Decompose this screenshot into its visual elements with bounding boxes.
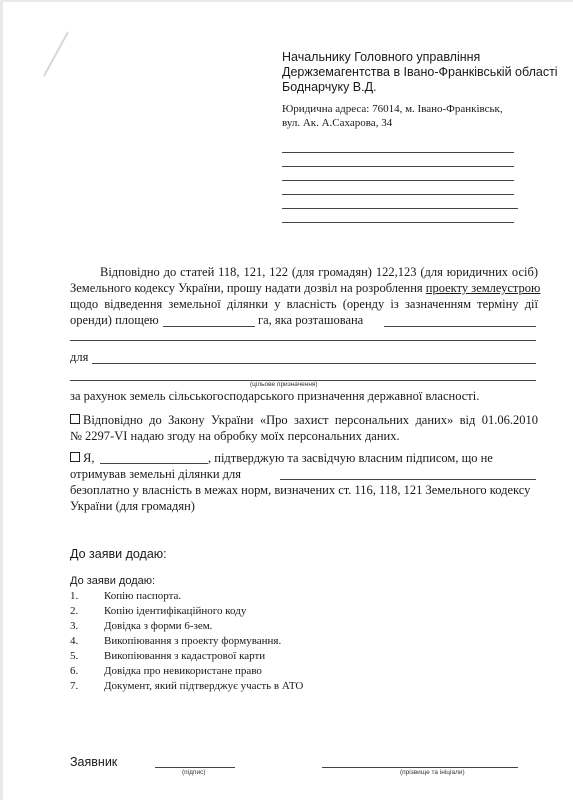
confirm-checkbox[interactable]: [70, 452, 80, 462]
attachments-title: До заяви додаю:: [70, 547, 167, 561]
request-text-line-3: щодо відведення земельної ділянки у власність (оренду із зазначенням терміну дії: [70, 297, 538, 311]
legal-address-line-2: вул. Ак. А.Сахарова, 34: [282, 117, 393, 129]
attachment-item: Викопіювання з проекту формування.: [104, 635, 282, 647]
confirm-text-line-3: безоплатно у власність в межах норм, визначених ст. 116, 118, 121 Земельного кодексу: [70, 483, 531, 497]
attachment-num: 1.: [70, 590, 79, 602]
applicant-line: [282, 180, 514, 181]
legal-address-line-1: Юридична адреса: 76014, м. Івано-Франківськ,: [282, 103, 503, 115]
signature-line: [155, 767, 235, 768]
purpose-blank: [92, 363, 536, 364]
attachment-num: 7.: [70, 680, 79, 692]
confirm-text-line-1-start: Я,: [83, 451, 95, 465]
purpose-label: для: [70, 350, 89, 364]
attachment-num: 4.: [70, 635, 79, 647]
name-caption: (прізвище та ініціали): [400, 769, 465, 776]
request-text-line-2-start: Земельного кодексу України, прошу надати дозвіл на розроблення: [70, 281, 426, 295]
scan-shadow-left: [0, 0, 3, 800]
addressee-line-1: Начальнику Головного управління: [282, 50, 481, 64]
signature-caption: (підпис): [182, 769, 206, 776]
confirm-text-line-2: отримував земельні ділянки для: [70, 467, 242, 481]
consent-text-line-2: № 2297-VI надаю згоду на обробку моїх персональних даних.: [70, 429, 400, 443]
addressee-line-2: Держземагентства в Івано-Франківській області: [282, 65, 558, 79]
addressee-line-3: Боднарчуку В.Д.: [282, 80, 377, 94]
applicant-line: [282, 194, 514, 195]
attachment-item: Копію паспорта.: [104, 590, 182, 602]
confirm-text-line-4: України (для громадян): [70, 499, 195, 513]
attachment-num: 3.: [70, 620, 79, 632]
area-blank: [163, 326, 255, 327]
attachment-item: Довідка з форми 6-зем.: [104, 620, 213, 632]
applicant-line: [282, 166, 514, 167]
request-text-line-1: Відповідно до статей 118, 121, 122 (для громадян) 122,123 (для юридичних осіб): [100, 265, 538, 279]
attachment-item: Викопіювання з кадастрової карти: [104, 650, 266, 662]
request-text-line-4b: га, яка розташована: [258, 313, 364, 327]
scan-fold-mark: [40, 30, 70, 80]
attachment-item: Копію ідентифікаційного коду: [104, 605, 247, 617]
applicant-line: [282, 222, 514, 223]
attachments-subtitle: До заяви додаю:: [70, 575, 156, 587]
consent-text-line-1: [70, 413, 538, 428]
purpose-blank-2: [280, 479, 536, 480]
request-text-line-4a: оренди) площею: [70, 313, 159, 327]
applicant-line: [282, 152, 514, 153]
attachment-num: 6.: [70, 665, 79, 677]
attachment-num: 5.: [70, 650, 79, 662]
name-line: [322, 767, 518, 768]
consent-text-line-1-label: Відповідно до Закону України «Про захист персональних даних» від 01.06.2010: [83, 413, 538, 427]
consent-checkbox[interactable]: [70, 414, 80, 424]
applicant-line: [282, 208, 518, 209]
confirm-text-line-1a: [70, 451, 94, 466]
location-blank: [384, 326, 536, 327]
attachment-num: 2.: [70, 605, 79, 617]
request-text-line-2: [70, 281, 541, 296]
applicant-label: Заявник: [70, 755, 118, 769]
request-text-last: за рахунок земель сільськогосподарського призначення державної власності.: [70, 389, 480, 403]
scan-shadow-top: [0, 0, 573, 2]
location-blank: [70, 340, 536, 341]
confirm-text-line-1b: , підтверджую та засвідчую власним підписом, що не: [208, 451, 493, 465]
attachment-item: Документ, який підтверджує участь в АТО: [104, 680, 304, 692]
purpose-caption: (цільове призначення): [250, 381, 318, 388]
land-project-term: проекту землеустрою: [425, 281, 541, 295]
name-blank: [100, 463, 208, 464]
attachment-item: Довідка про невикористане право: [104, 665, 262, 677]
